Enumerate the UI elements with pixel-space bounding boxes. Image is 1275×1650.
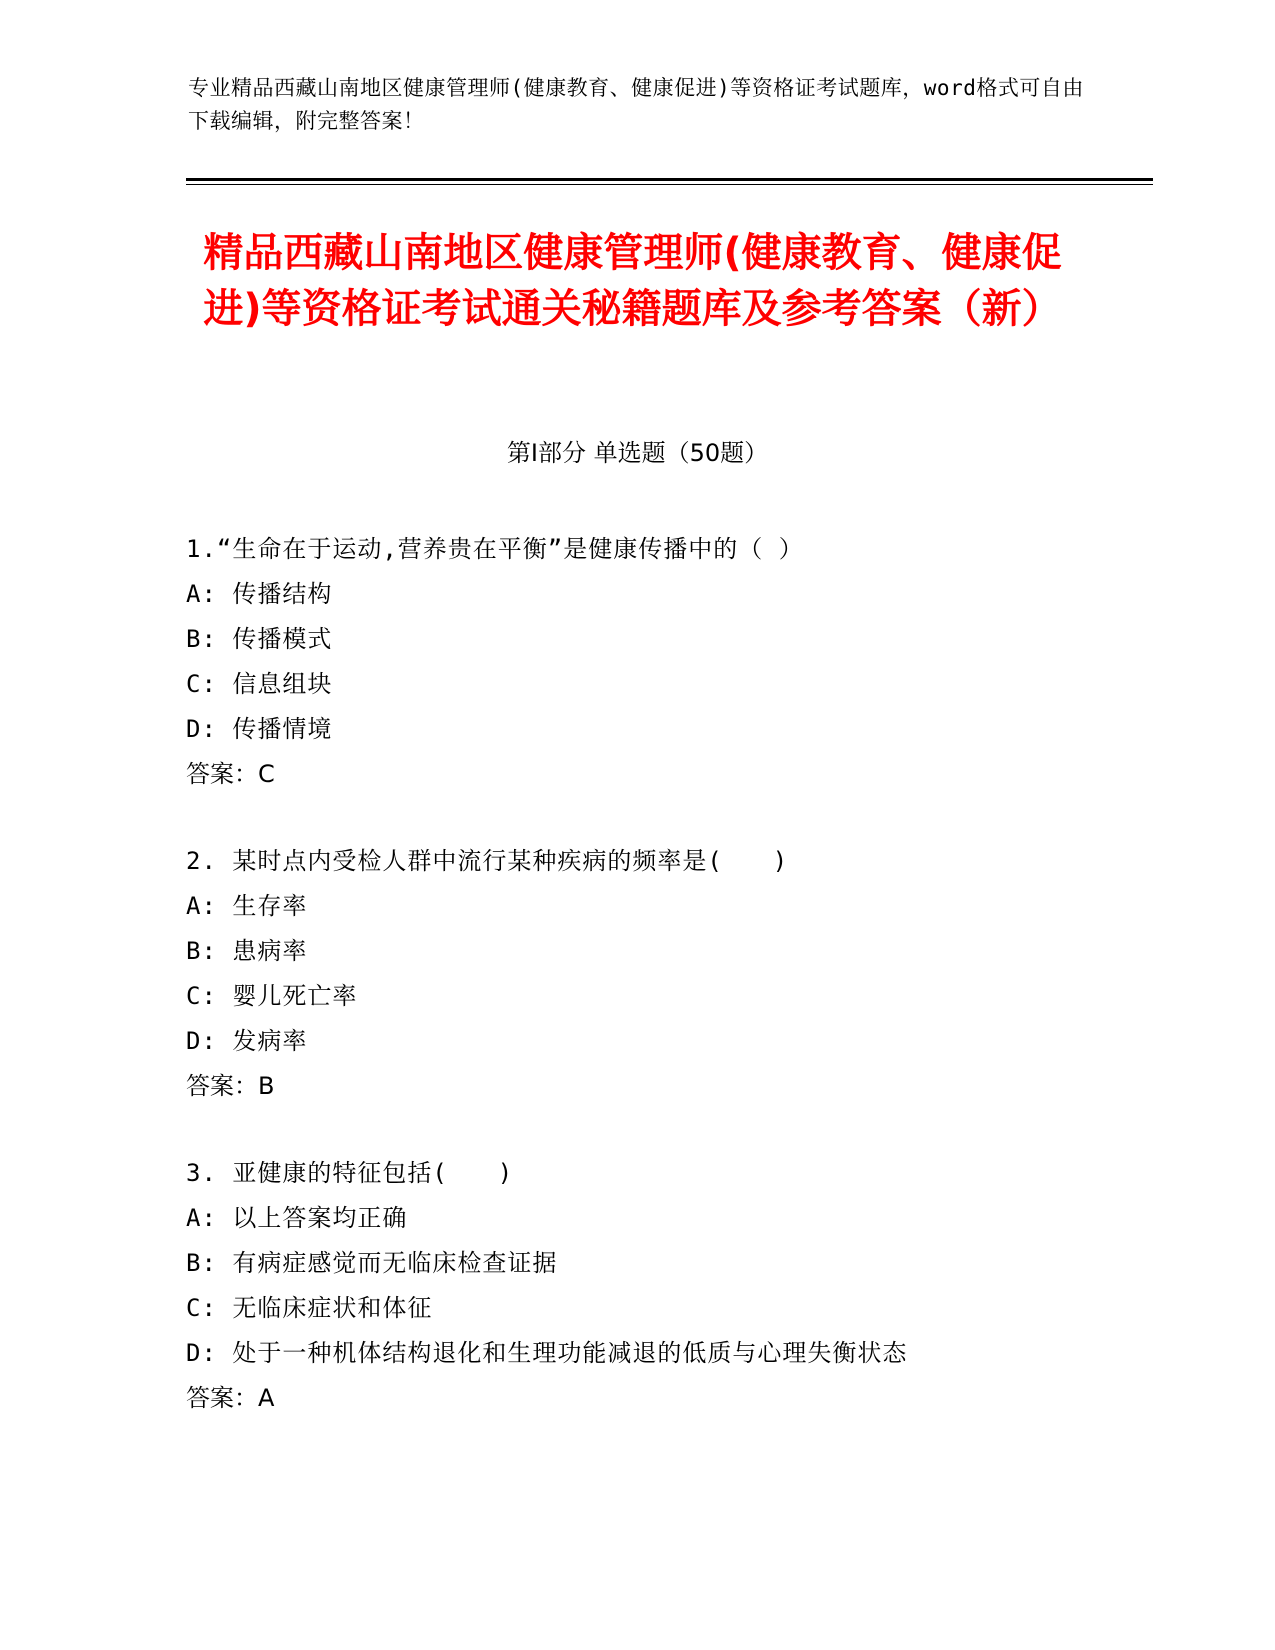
question-2 xyxy=(186,839,1166,1109)
answer: 答案：B xyxy=(186,1072,275,1100)
option-a: A: 以上答案均正确 xyxy=(186,1204,408,1232)
question-list xyxy=(186,527,1166,1463)
option-b: B: 传播模式 xyxy=(186,625,333,653)
answer: 答案：C xyxy=(186,760,275,788)
option-d: D: 传播情境 xyxy=(186,715,333,743)
option-b: B: 患病率 xyxy=(186,937,308,965)
option-c: C: 无临床症状和体征 xyxy=(186,1294,433,1322)
option-c: C: 信息组块 xyxy=(186,670,333,698)
option-d: D: 发病率 xyxy=(186,1027,308,1055)
question-stem: 3. 亚健康的特征包括( ) xyxy=(186,1159,514,1187)
option-d: D: 处于一种机体结构退化和生理功能减退的低质与心理失衡状态 xyxy=(186,1339,908,1367)
header-rule-thick xyxy=(186,178,1153,181)
question-1 xyxy=(186,527,1166,797)
section-title: 第Ⅰ部分 单选题（50题） xyxy=(506,439,769,467)
option-b: B: 有病症感觉而无临床检查证据 xyxy=(186,1249,558,1277)
question-3 xyxy=(186,1151,1166,1421)
option-a: A: 传播结构 xyxy=(186,580,333,608)
option-a: A: 生存率 xyxy=(186,892,308,920)
answer: 答案：A xyxy=(186,1384,275,1412)
question-stem: 2. 某时点内受检人群中流行某种疾病的频率是( ) xyxy=(186,847,789,875)
document-title: 精品西藏山南地区健康管理师(健康教育、健康促进)等资格证考试通关秘籍题库及参考答案（新） xyxy=(203,230,1062,332)
header-rule-thin xyxy=(186,184,1153,185)
question-stem: 1.“生命在于运动,营养贵在平衡”是健康传播中的（ ） xyxy=(186,535,804,563)
option-c: C: 婴儿死亡率 xyxy=(186,982,358,1010)
header-note: 专业精品西藏山南地区健康管理师(健康教育、健康促进)等资格证考试题库，word格式可自由下载编辑，附完整答案！ xyxy=(188,76,1084,133)
